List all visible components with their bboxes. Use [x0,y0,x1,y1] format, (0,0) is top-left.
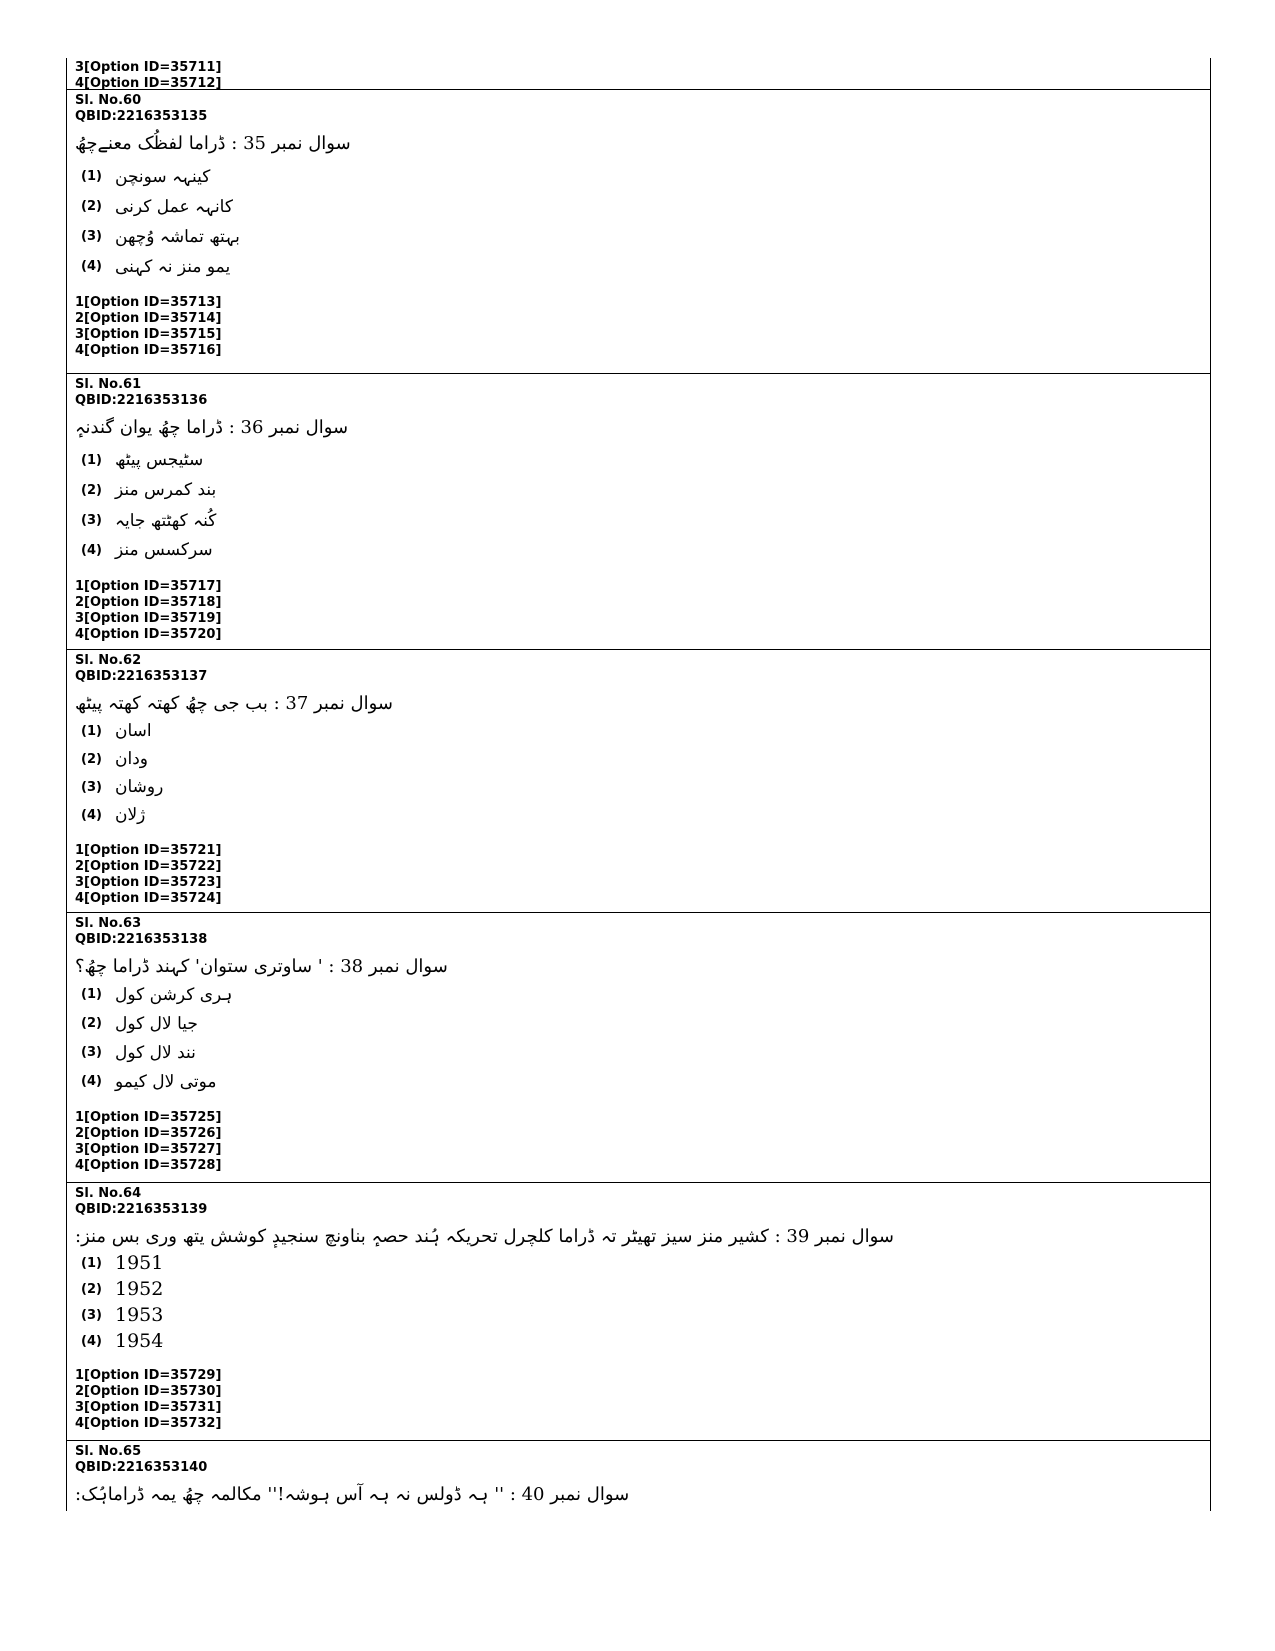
option-text: ژلان [115,805,146,825]
option-number: (3) [81,228,102,244]
option-id-line: 1[Option ID=35721] [75,843,222,858]
option-list [75,445,1210,565]
option-text: کانہہ عمل کرنی [115,196,233,217]
option-id-line: 3[Option ID=35715] [75,327,222,342]
option-item [75,191,1210,221]
serial-number: Sl. No.62 [75,653,142,668]
option-item [75,745,1210,773]
option-id-line: 3[Option ID=35719] [75,611,222,626]
option-item [75,1328,1210,1354]
option-item [75,1038,1210,1067]
option-text: ہری کرشن کول [115,985,233,1005]
option-item [75,1009,1210,1038]
serial-number: Sl. No.64 [75,1186,142,1201]
option-id-line: 4[Option ID=35728] [75,1158,222,1173]
serial-number: Sl. No.61 [75,377,142,392]
option-id-line: 3[Option ID=35723] [75,875,222,890]
option-item [75,717,1210,745]
option-number: (4) [81,542,102,558]
option-item [75,1302,1210,1328]
option-number: (4) [81,1074,102,1089]
option-id-list [75,579,1210,643]
option-item [75,475,1210,505]
option-number: (4) [81,807,102,823]
option-id-line: 1[Option ID=35717] [75,579,222,594]
option-number: (2) [81,198,102,214]
option-number: (4) [81,258,102,274]
option-id-line: 4[Option ID=35716] [75,343,222,358]
question-block-61 [67,374,1210,650]
option-text: 1952 [115,1278,164,1300]
option-id-line: 1[Option ID=35713] [75,295,222,310]
option-id-line: 2[Option ID=35726] [75,1126,222,1141]
option-number: (4) [81,1333,102,1349]
previous-option-ids [67,58,1210,90]
option-item [75,1067,1210,1096]
option-id-line: 2[Option ID=35714] [75,311,222,326]
question-text: سوال نمبر 35 : ڈراما لفظُک معنےچھُ [75,133,351,154]
option-id-line: 3[Option ID=35711] [75,60,222,75]
option-id-line: 3[Option ID=35731] [75,1400,222,1415]
option-number: (2) [81,482,102,498]
option-text: بہتھ تماشہ وُچھن [115,226,240,247]
question-bank-id: QBID:2216353138 [75,932,208,947]
serial-number: Sl. No.63 [75,916,142,931]
option-number: (1) [81,723,102,739]
option-text: سٹیجس پیٹھ [115,450,204,470]
option-text: سرکسس منز [115,540,213,560]
option-text: روشان [115,777,164,797]
option-number: (1) [81,452,102,468]
question-bank-id: QBID:2216353135 [75,109,208,124]
option-text: اسان [115,721,152,741]
option-item [75,505,1210,535]
option-id-list [75,1368,1210,1432]
option-item [75,980,1210,1009]
question-block-63 [67,913,1210,1183]
question-block-65 [67,1441,1210,1511]
option-text: کُنہ کھٹتھ جایہ [115,510,217,531]
option-text: یمو منز نہ کہنی [115,256,231,277]
option-id-line: 4[Option ID=35724] [75,891,222,906]
option-number: (3) [81,1045,102,1060]
option-text: نند لال کول [115,1042,196,1063]
serial-number: Sl. No.60 [75,93,142,108]
option-number: (3) [81,1307,102,1323]
question-block-60 [67,90,1210,374]
option-item [75,1276,1210,1302]
option-id-list [75,843,1210,907]
question-bank-id: QBID:2216353137 [75,669,208,684]
option-id-line: 4[Option ID=35720] [75,627,222,642]
option-id-line: 1[Option ID=35725] [75,1110,222,1125]
option-id-line: 3[Option ID=35727] [75,1142,222,1157]
question-block-64 [67,1183,1210,1441]
option-number: (1) [81,1255,102,1271]
question-text: سوال نمبر 39 : کشیر منز سیز تھیٹر تہ ڈراما کلچرل تحریکہ ہُند حصہٕ بناونچ سنجیدٕ کوشش یتھ وری بس منز: [75,1226,894,1247]
option-number: (2) [81,751,102,767]
option-item [75,221,1210,251]
option-id-line: 2[Option ID=35718] [75,595,222,610]
option-id-line: 4[Option ID=35712] [75,76,222,91]
option-list [75,980,1210,1096]
option-item [75,161,1210,191]
option-item [75,445,1210,475]
option-text: کینہہ سونچن [115,166,211,187]
option-item [75,801,1210,829]
option-text: 1951 [115,1252,164,1274]
option-text: بند کمرس منز [115,480,217,500]
option-number: (1) [81,168,102,184]
question-bank-id: QBID:2216353136 [75,393,208,408]
option-id-line: 4[Option ID=35732] [75,1416,222,1431]
option-text: موتی لال کیمو [115,1071,217,1092]
option-item [75,535,1210,565]
option-id-line: 1[Option ID=35729] [75,1368,222,1383]
option-text: ودان [115,749,148,769]
question-block-62 [67,650,1210,913]
option-text: جیا لال کول [115,1013,198,1034]
option-list [75,1250,1210,1354]
question-paper-page [66,58,1211,1511]
question-bank-id: QBID:2216353139 [75,1202,208,1217]
question-text: سوال نمبر 40 : '' ہہ ڈولس نہ ہہ آس ہوشہ!'' مکالمہ چھُ یمہ ڈراماہُک: [75,1484,630,1505]
option-number: (1) [81,987,102,1002]
option-list [75,161,1210,281]
option-item [75,251,1210,281]
option-number: (3) [81,779,102,795]
option-item [75,1250,1210,1276]
option-list [75,717,1210,829]
option-number: (2) [81,1016,102,1031]
question-text: سوال نمبر 36 : ڈراما چھُ یوان گندنہٕ [75,417,349,438]
option-id-list [75,1110,1210,1174]
option-text: 1954 [115,1330,164,1352]
option-id-list [75,295,1210,359]
serial-number: Sl. No.65 [75,1444,142,1459]
question-text: سوال نمبر 37 : بب جی چھُ کھتہ کھتہ پیٹھ [75,693,393,714]
option-number: (2) [81,1281,102,1297]
option-id-line: 2[Option ID=35730] [75,1384,222,1399]
question-text: سوال نمبر 38 : ' ساوتری ستوان' کہند ڈراما چھُ؟ [75,956,448,977]
question-bank-id: QBID:2216353140 [75,1460,208,1475]
option-number: (3) [81,512,102,528]
option-id-line: 2[Option ID=35722] [75,859,222,874]
option-text: 1953 [115,1304,164,1326]
option-item [75,773,1210,801]
